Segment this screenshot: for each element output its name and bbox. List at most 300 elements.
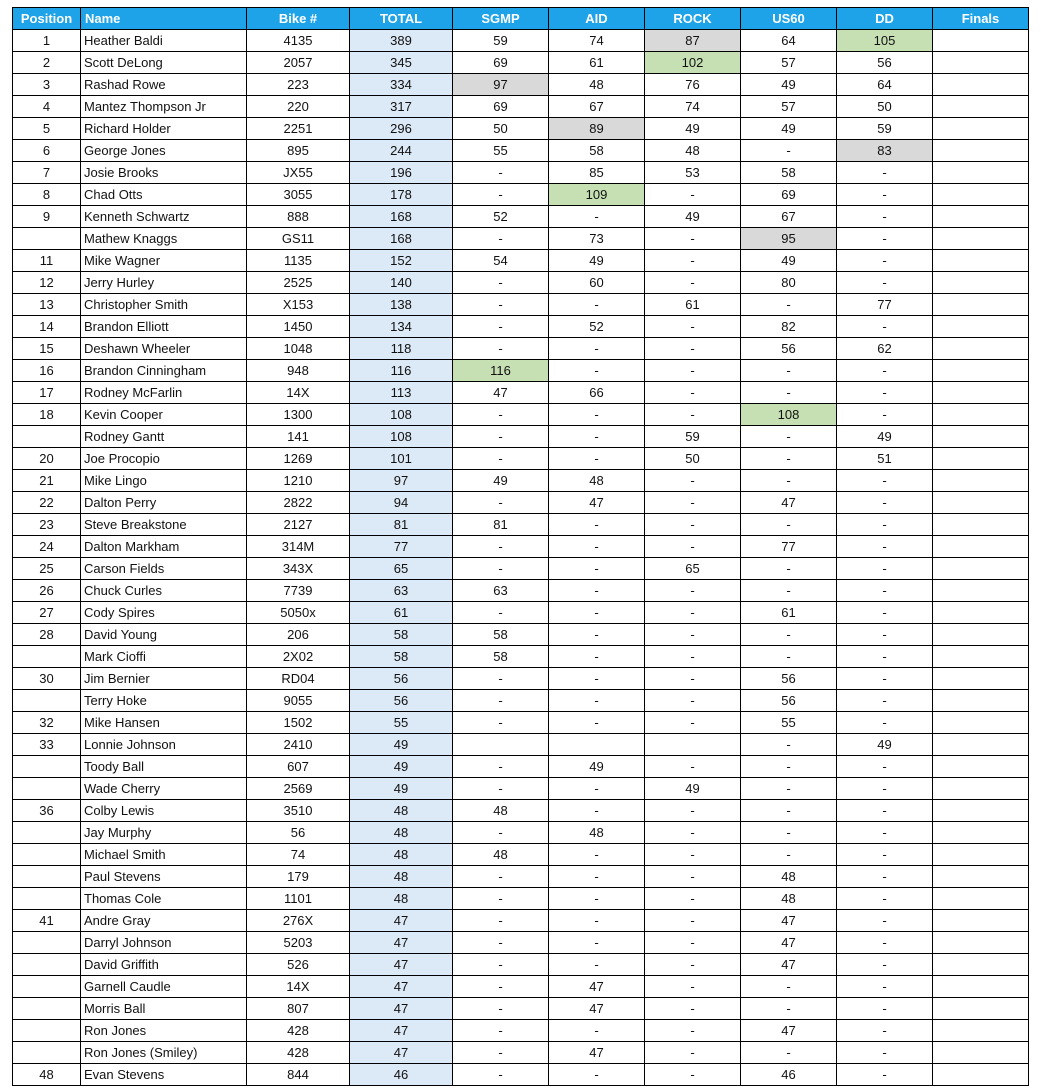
- total-cell[interactable]: 63: [350, 580, 453, 602]
- total-cell[interactable]: 389: [350, 30, 453, 52]
- bike-cell[interactable]: 1502: [247, 712, 350, 734]
- rock-cell[interactable]: -: [645, 844, 741, 866]
- us60-cell[interactable]: 57: [741, 96, 837, 118]
- dd-cell[interactable]: -: [837, 492, 933, 514]
- finals-cell[interactable]: [933, 294, 1029, 316]
- finals-cell[interactable]: [933, 1042, 1029, 1064]
- rock-cell[interactable]: 49: [645, 206, 741, 228]
- us60-cell[interactable]: -: [741, 1042, 837, 1064]
- finals-cell[interactable]: [933, 624, 1029, 646]
- bike-cell[interactable]: 428: [247, 1042, 350, 1064]
- rock-cell[interactable]: 74: [645, 96, 741, 118]
- us60-cell[interactable]: 48: [741, 888, 837, 910]
- rock-cell[interactable]: -: [645, 998, 741, 1020]
- bike-cell[interactable]: X153: [247, 294, 350, 316]
- sgmp-cell[interactable]: [453, 734, 549, 756]
- total-cell[interactable]: 48: [350, 888, 453, 910]
- sgmp-cell[interactable]: -: [453, 184, 549, 206]
- dd-cell[interactable]: -: [837, 976, 933, 998]
- us60-cell[interactable]: 49: [741, 250, 837, 272]
- us60-cell[interactable]: 47: [741, 910, 837, 932]
- total-cell[interactable]: 345: [350, 52, 453, 74]
- aid-cell[interactable]: 67: [549, 96, 645, 118]
- sgmp-cell[interactable]: 49: [453, 470, 549, 492]
- aid-cell[interactable]: -: [549, 360, 645, 382]
- sgmp-cell[interactable]: 69: [453, 52, 549, 74]
- sgmp-cell[interactable]: 55: [453, 140, 549, 162]
- position-cell[interactable]: 21: [13, 470, 81, 492]
- sgmp-cell[interactable]: -: [453, 778, 549, 800]
- finals-cell[interactable]: [933, 228, 1029, 250]
- sgmp-cell[interactable]: -: [453, 228, 549, 250]
- name-cell[interactable]: Rashad Rowe: [81, 74, 247, 96]
- position-cell[interactable]: [13, 976, 81, 998]
- name-cell[interactable]: Thomas Cole: [81, 888, 247, 910]
- header-total[interactable]: TOTAL: [350, 8, 453, 30]
- dd-cell[interactable]: -: [837, 470, 933, 492]
- bike-cell[interactable]: 1300: [247, 404, 350, 426]
- rock-cell[interactable]: 49: [645, 118, 741, 140]
- dd-cell[interactable]: -: [837, 932, 933, 954]
- bike-cell[interactable]: 3055: [247, 184, 350, 206]
- us60-cell[interactable]: 64: [741, 30, 837, 52]
- name-cell[interactable]: Carson Fields: [81, 558, 247, 580]
- finals-cell[interactable]: [933, 1064, 1029, 1086]
- name-cell[interactable]: Evan Stevens: [81, 1064, 247, 1086]
- aid-cell[interactable]: 58: [549, 140, 645, 162]
- finals-cell[interactable]: [933, 910, 1029, 932]
- total-cell[interactable]: 81: [350, 514, 453, 536]
- sgmp-cell[interactable]: 63: [453, 580, 549, 602]
- position-cell[interactable]: 24: [13, 536, 81, 558]
- bike-cell[interactable]: 206: [247, 624, 350, 646]
- total-cell[interactable]: 49: [350, 778, 453, 800]
- total-cell[interactable]: 97: [350, 470, 453, 492]
- dd-cell[interactable]: -: [837, 316, 933, 338]
- rock-cell[interactable]: 65: [645, 558, 741, 580]
- rock-cell[interactable]: -: [645, 514, 741, 536]
- bike-cell[interactable]: 2569: [247, 778, 350, 800]
- finals-cell[interactable]: [933, 492, 1029, 514]
- finals-cell[interactable]: [933, 272, 1029, 294]
- position-cell[interactable]: 6: [13, 140, 81, 162]
- rock-cell[interactable]: -: [645, 954, 741, 976]
- sgmp-cell[interactable]: 59: [453, 30, 549, 52]
- rock-cell[interactable]: -: [645, 624, 741, 646]
- aid-cell[interactable]: -: [549, 778, 645, 800]
- aid-cell[interactable]: 52: [549, 316, 645, 338]
- sgmp-cell[interactable]: 48: [453, 800, 549, 822]
- us60-cell[interactable]: 77: [741, 536, 837, 558]
- name-cell[interactable]: Deshawn Wheeler: [81, 338, 247, 360]
- bike-cell[interactable]: 141: [247, 426, 350, 448]
- rock-cell[interactable]: -: [645, 404, 741, 426]
- us60-cell[interactable]: -: [741, 734, 837, 756]
- position-cell[interactable]: 17: [13, 382, 81, 404]
- us60-cell[interactable]: 56: [741, 690, 837, 712]
- us60-cell[interactable]: -: [741, 360, 837, 382]
- us60-cell[interactable]: -: [741, 580, 837, 602]
- name-cell[interactable]: Josie Brooks: [81, 162, 247, 184]
- rock-cell[interactable]: 59: [645, 426, 741, 448]
- us60-cell[interactable]: 82: [741, 316, 837, 338]
- aid-cell[interactable]: -: [549, 712, 645, 734]
- sgmp-cell[interactable]: -: [453, 404, 549, 426]
- us60-cell[interactable]: 69: [741, 184, 837, 206]
- position-cell[interactable]: [13, 844, 81, 866]
- finals-cell[interactable]: [933, 1020, 1029, 1042]
- aid-cell[interactable]: -: [549, 580, 645, 602]
- header-sgmp[interactable]: SGMP: [453, 8, 549, 30]
- name-cell[interactable]: Rodney McFarlin: [81, 382, 247, 404]
- us60-cell[interactable]: 80: [741, 272, 837, 294]
- us60-cell[interactable]: -: [741, 140, 837, 162]
- rock-cell[interactable]: 102: [645, 52, 741, 74]
- dd-cell[interactable]: -: [837, 756, 933, 778]
- position-cell[interactable]: [13, 778, 81, 800]
- finals-cell[interactable]: [933, 756, 1029, 778]
- total-cell[interactable]: 134: [350, 316, 453, 338]
- sgmp-cell[interactable]: -: [453, 272, 549, 294]
- position-cell[interactable]: 18: [13, 404, 81, 426]
- sgmp-cell[interactable]: -: [453, 338, 549, 360]
- name-cell[interactable]: Andre Gray: [81, 910, 247, 932]
- bike-cell[interactable]: 223: [247, 74, 350, 96]
- sgmp-cell[interactable]: -: [453, 668, 549, 690]
- dd-cell[interactable]: -: [837, 404, 933, 426]
- dd-cell[interactable]: -: [837, 250, 933, 272]
- rock-cell[interactable]: -: [645, 492, 741, 514]
- bike-cell[interactable]: 5050x: [247, 602, 350, 624]
- position-cell[interactable]: [13, 998, 81, 1020]
- position-cell[interactable]: 12: [13, 272, 81, 294]
- finals-cell[interactable]: [933, 998, 1029, 1020]
- rock-cell[interactable]: [645, 734, 741, 756]
- header-aid[interactable]: AID: [549, 8, 645, 30]
- total-cell[interactable]: 48: [350, 822, 453, 844]
- position-cell[interactable]: [13, 690, 81, 712]
- rock-cell[interactable]: -: [645, 228, 741, 250]
- finals-cell[interactable]: [933, 448, 1029, 470]
- us60-cell[interactable]: -: [741, 426, 837, 448]
- name-cell[interactable]: Ron Jones (Smiley): [81, 1042, 247, 1064]
- rock-cell[interactable]: -: [645, 1020, 741, 1042]
- position-cell[interactable]: 41: [13, 910, 81, 932]
- dd-cell[interactable]: 62: [837, 338, 933, 360]
- position-cell[interactable]: 26: [13, 580, 81, 602]
- dd-cell[interactable]: -: [837, 1020, 933, 1042]
- dd-cell[interactable]: -: [837, 712, 933, 734]
- position-cell[interactable]: [13, 954, 81, 976]
- name-cell[interactable]: Mark Cioffi: [81, 646, 247, 668]
- name-cell[interactable]: Kenneth Schwartz: [81, 206, 247, 228]
- us60-cell[interactable]: 49: [741, 118, 837, 140]
- rock-cell[interactable]: -: [645, 756, 741, 778]
- position-cell[interactable]: 36: [13, 800, 81, 822]
- aid-cell[interactable]: -: [549, 558, 645, 580]
- us60-cell[interactable]: -: [741, 976, 837, 998]
- sgmp-cell[interactable]: 47: [453, 382, 549, 404]
- dd-cell[interactable]: -: [837, 536, 933, 558]
- aid-cell[interactable]: -: [549, 602, 645, 624]
- finals-cell[interactable]: [933, 96, 1029, 118]
- header-bike[interactable]: Bike #: [247, 8, 350, 30]
- rock-cell[interactable]: -: [645, 822, 741, 844]
- position-cell[interactable]: 27: [13, 602, 81, 624]
- rock-cell[interactable]: 49: [645, 778, 741, 800]
- sgmp-cell[interactable]: -: [453, 602, 549, 624]
- finals-cell[interactable]: [933, 382, 1029, 404]
- total-cell[interactable]: 56: [350, 690, 453, 712]
- total-cell[interactable]: 113: [350, 382, 453, 404]
- name-cell[interactable]: Christopher Smith: [81, 294, 247, 316]
- finals-cell[interactable]: [933, 316, 1029, 338]
- name-cell[interactable]: Terry Hoke: [81, 690, 247, 712]
- name-cell[interactable]: Ron Jones: [81, 1020, 247, 1042]
- position-cell[interactable]: 48: [13, 1064, 81, 1086]
- bike-cell[interactable]: 844: [247, 1064, 350, 1086]
- name-cell[interactable]: Mathew Knaggs: [81, 228, 247, 250]
- total-cell[interactable]: 55: [350, 712, 453, 734]
- name-cell[interactable]: Scott DeLong: [81, 52, 247, 74]
- total-cell[interactable]: 58: [350, 624, 453, 646]
- sgmp-cell[interactable]: -: [453, 448, 549, 470]
- finals-cell[interactable]: [933, 338, 1029, 360]
- dd-cell[interactable]: 77: [837, 294, 933, 316]
- dd-cell[interactable]: 51: [837, 448, 933, 470]
- rock-cell[interactable]: -: [645, 382, 741, 404]
- dd-cell[interactable]: 49: [837, 426, 933, 448]
- us60-cell[interactable]: 56: [741, 668, 837, 690]
- sgmp-cell[interactable]: -: [453, 712, 549, 734]
- us60-cell[interactable]: 55: [741, 712, 837, 734]
- dd-cell[interactable]: -: [837, 690, 933, 712]
- aid-cell[interactable]: -: [549, 404, 645, 426]
- bike-cell[interactable]: 1450: [247, 316, 350, 338]
- total-cell[interactable]: 47: [350, 998, 453, 1020]
- dd-cell[interactable]: -: [837, 778, 933, 800]
- aid-cell[interactable]: -: [549, 294, 645, 316]
- position-cell[interactable]: 8: [13, 184, 81, 206]
- rock-cell[interactable]: -: [645, 690, 741, 712]
- rock-cell[interactable]: -: [645, 866, 741, 888]
- dd-cell[interactable]: -: [837, 800, 933, 822]
- name-cell[interactable]: Cody Spires: [81, 602, 247, 624]
- position-cell[interactable]: 9: [13, 206, 81, 228]
- position-cell[interactable]: [13, 822, 81, 844]
- total-cell[interactable]: 47: [350, 1042, 453, 1064]
- sgmp-cell[interactable]: 58: [453, 646, 549, 668]
- header-rock[interactable]: ROCK: [645, 8, 741, 30]
- position-cell[interactable]: 2: [13, 52, 81, 74]
- dd-cell[interactable]: -: [837, 1064, 933, 1086]
- position-cell[interactable]: 23: [13, 514, 81, 536]
- bike-cell[interactable]: 14X: [247, 382, 350, 404]
- finals-cell[interactable]: [933, 822, 1029, 844]
- rock-cell[interactable]: -: [645, 470, 741, 492]
- finals-cell[interactable]: [933, 74, 1029, 96]
- dd-cell[interactable]: -: [837, 888, 933, 910]
- name-cell[interactable]: Colby Lewis: [81, 800, 247, 822]
- name-cell[interactable]: Toody Ball: [81, 756, 247, 778]
- us60-cell[interactable]: 46: [741, 1064, 837, 1086]
- position-cell[interactable]: [13, 888, 81, 910]
- us60-cell[interactable]: 48: [741, 866, 837, 888]
- dd-cell[interactable]: -: [837, 866, 933, 888]
- sgmp-cell[interactable]: -: [453, 954, 549, 976]
- finals-cell[interactable]: [933, 844, 1029, 866]
- us60-cell[interactable]: -: [741, 844, 837, 866]
- aid-cell[interactable]: 47: [549, 998, 645, 1020]
- total-cell[interactable]: 47: [350, 1020, 453, 1042]
- header-us60[interactable]: US60: [741, 8, 837, 30]
- finals-cell[interactable]: [933, 404, 1029, 426]
- name-cell[interactable]: Mike Wagner: [81, 250, 247, 272]
- rock-cell[interactable]: -: [645, 338, 741, 360]
- position-cell[interactable]: [13, 228, 81, 250]
- rock-cell[interactable]: 87: [645, 30, 741, 52]
- aid-cell[interactable]: 60: [549, 272, 645, 294]
- position-cell[interactable]: 5: [13, 118, 81, 140]
- name-cell[interactable]: Lonnie Johnson: [81, 734, 247, 756]
- bike-cell[interactable]: 2525: [247, 272, 350, 294]
- dd-cell[interactable]: -: [837, 844, 933, 866]
- dd-cell[interactable]: -: [837, 206, 933, 228]
- rock-cell[interactable]: -: [645, 580, 741, 602]
- total-cell[interactable]: 56: [350, 668, 453, 690]
- aid-cell[interactable]: 48: [549, 822, 645, 844]
- sgmp-cell[interactable]: -: [453, 998, 549, 1020]
- bike-cell[interactable]: 607: [247, 756, 350, 778]
- rock-cell[interactable]: 48: [645, 140, 741, 162]
- position-cell[interactable]: 33: [13, 734, 81, 756]
- rock-cell[interactable]: -: [645, 602, 741, 624]
- position-cell[interactable]: 3: [13, 74, 81, 96]
- sgmp-cell[interactable]: -: [453, 1064, 549, 1086]
- dd-cell[interactable]: -: [837, 580, 933, 602]
- us60-cell[interactable]: 47: [741, 492, 837, 514]
- finals-cell[interactable]: [933, 162, 1029, 184]
- rock-cell[interactable]: -: [645, 976, 741, 998]
- finals-cell[interactable]: [933, 52, 1029, 74]
- total-cell[interactable]: 58: [350, 646, 453, 668]
- bike-cell[interactable]: 807: [247, 998, 350, 1020]
- name-cell[interactable]: Steve Breakstone: [81, 514, 247, 536]
- rock-cell[interactable]: -: [645, 646, 741, 668]
- sgmp-cell[interactable]: -: [453, 690, 549, 712]
- total-cell[interactable]: 94: [350, 492, 453, 514]
- total-cell[interactable]: 296: [350, 118, 453, 140]
- bike-cell[interactable]: 56: [247, 822, 350, 844]
- aid-cell[interactable]: -: [549, 1064, 645, 1086]
- finals-cell[interactable]: [933, 712, 1029, 734]
- aid-cell[interactable]: 48: [549, 470, 645, 492]
- aid-cell[interactable]: 49: [549, 756, 645, 778]
- name-cell[interactable]: Darryl Johnson: [81, 932, 247, 954]
- dd-cell[interactable]: -: [837, 272, 933, 294]
- total-cell[interactable]: 48: [350, 866, 453, 888]
- total-cell[interactable]: 244: [350, 140, 453, 162]
- finals-cell[interactable]: [933, 580, 1029, 602]
- dd-cell[interactable]: -: [837, 954, 933, 976]
- finals-cell[interactable]: [933, 976, 1029, 998]
- aid-cell[interactable]: 89: [549, 118, 645, 140]
- us60-cell[interactable]: 57: [741, 52, 837, 74]
- name-cell[interactable]: David Griffith: [81, 954, 247, 976]
- total-cell[interactable]: 108: [350, 426, 453, 448]
- bike-cell[interactable]: 888: [247, 206, 350, 228]
- dd-cell[interactable]: -: [837, 624, 933, 646]
- position-cell[interactable]: [13, 756, 81, 778]
- sgmp-cell[interactable]: 54: [453, 250, 549, 272]
- aid-cell[interactable]: 66: [549, 382, 645, 404]
- aid-cell[interactable]: 109: [549, 184, 645, 206]
- rock-cell[interactable]: -: [645, 932, 741, 954]
- sgmp-cell[interactable]: -: [453, 316, 549, 338]
- bike-cell[interactable]: JX55: [247, 162, 350, 184]
- total-cell[interactable]: 47: [350, 910, 453, 932]
- us60-cell[interactable]: -: [741, 514, 837, 536]
- total-cell[interactable]: 46: [350, 1064, 453, 1086]
- position-cell[interactable]: 16: [13, 360, 81, 382]
- rock-cell[interactable]: 76: [645, 74, 741, 96]
- dd-cell[interactable]: -: [837, 382, 933, 404]
- dd-cell[interactable]: -: [837, 360, 933, 382]
- bike-cell[interactable]: 343X: [247, 558, 350, 580]
- us60-cell[interactable]: 67: [741, 206, 837, 228]
- header-finals[interactable]: Finals: [933, 8, 1029, 30]
- us60-cell[interactable]: -: [741, 756, 837, 778]
- bike-cell[interactable]: 1135: [247, 250, 350, 272]
- dd-cell[interactable]: 64: [837, 74, 933, 96]
- finals-cell[interactable]: [933, 250, 1029, 272]
- finals-cell[interactable]: [933, 954, 1029, 976]
- aid-cell[interactable]: -: [549, 514, 645, 536]
- finals-cell[interactable]: [933, 866, 1029, 888]
- finals-cell[interactable]: [933, 30, 1029, 52]
- bike-cell[interactable]: 2251: [247, 118, 350, 140]
- aid-cell[interactable]: 47: [549, 976, 645, 998]
- name-cell[interactable]: Wade Cherry: [81, 778, 247, 800]
- header-position[interactable]: Position: [13, 8, 81, 30]
- name-cell[interactable]: Mike Hansen: [81, 712, 247, 734]
- aid-cell[interactable]: 74: [549, 30, 645, 52]
- bike-cell[interactable]: 1048: [247, 338, 350, 360]
- bike-cell[interactable]: 276X: [247, 910, 350, 932]
- rock-cell[interactable]: -: [645, 1042, 741, 1064]
- aid-cell[interactable]: 73: [549, 228, 645, 250]
- aid-cell[interactable]: 47: [549, 1042, 645, 1064]
- position-cell[interactable]: 13: [13, 294, 81, 316]
- total-cell[interactable]: 47: [350, 932, 453, 954]
- sgmp-cell[interactable]: -: [453, 756, 549, 778]
- dd-cell[interactable]: -: [837, 514, 933, 536]
- total-cell[interactable]: 48: [350, 844, 453, 866]
- rock-cell[interactable]: -: [645, 184, 741, 206]
- sgmp-cell[interactable]: 69: [453, 96, 549, 118]
- name-cell[interactable]: Dalton Perry: [81, 492, 247, 514]
- aid-cell[interactable]: -: [549, 954, 645, 976]
- bike-cell[interactable]: 9055: [247, 690, 350, 712]
- sgmp-cell[interactable]: 81: [453, 514, 549, 536]
- bike-cell[interactable]: 2822: [247, 492, 350, 514]
- rock-cell[interactable]: -: [645, 316, 741, 338]
- sgmp-cell[interactable]: -: [453, 866, 549, 888]
- sgmp-cell[interactable]: -: [453, 492, 549, 514]
- sgmp-cell[interactable]: -: [453, 426, 549, 448]
- total-cell[interactable]: 140: [350, 272, 453, 294]
- aid-cell[interactable]: -: [549, 866, 645, 888]
